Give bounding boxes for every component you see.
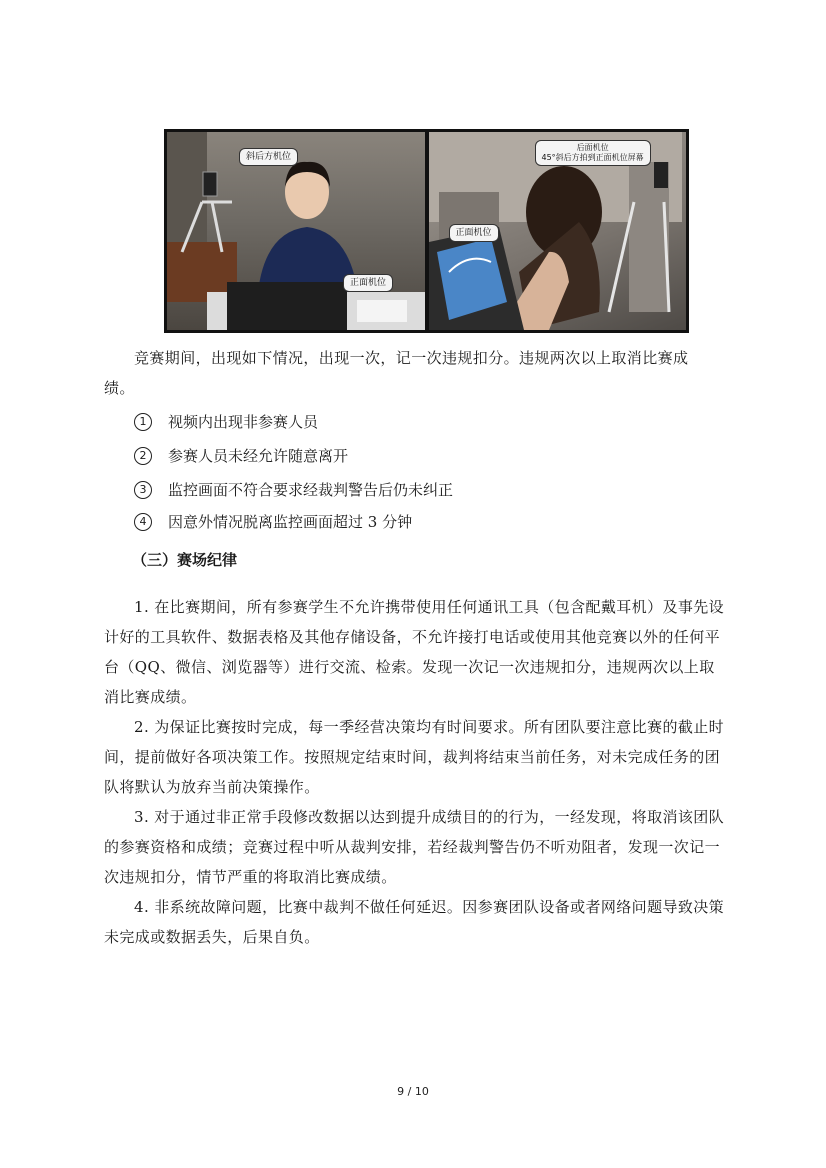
rear-view-photo: [429, 132, 687, 330]
callout-rear-camera-detail: 45°斜后方拍到正面机位屏幕: [541, 153, 644, 162]
violation-item-2: [134, 444, 348, 468]
section-heading: （三）赛场纪律: [132, 551, 238, 569]
intro-line-2: 绩。: [104, 379, 135, 397]
violation-item-1: [134, 410, 318, 434]
page-number: 9 / 10: [397, 1085, 429, 1098]
rule-2: 2. 为保证比赛按时完成，每一季经营决策均有时间要求。所有团队要注意比赛的截止时间，提前做好各项决策工作。按照规定结束时间，裁判将结束当前任务，对未完成任务的团队将默认为放弃当前决策操作。: [104, 718, 725, 796]
callout-rear-camera-title: 后面机位: [576, 143, 609, 152]
violation-number-4: 4: [134, 513, 152, 531]
violation-text-4: 因意外情况脱离监控画面超过 3 分钟: [168, 513, 413, 531]
rule-3: 3. 对于通过非正常手段修改数据以达到提升成绩目的的行为，一经发现，将取消该团队的参赛资格和成绩；竞赛过程中听从裁判安排，若经裁判警告仍不听劝阻者，发现一次记一次违规扣分，情节严重的将取消比赛成绩。: [104, 808, 725, 886]
rule-4: 4. 非系统故障问题，比赛中裁判不做任何延迟。因参赛团队设备或者网络问题导致决策未完成或数据丢失，后果自负。: [104, 898, 725, 946]
violation-number-2: 2: [134, 447, 152, 465]
violation-item-4: [134, 510, 412, 534]
callout-front-camera-right: 正面机位: [449, 224, 499, 242]
violation-text-3: 监控画面不符合要求经裁判警告后仍未纠正: [168, 481, 454, 499]
callout-rear-camera: [535, 140, 651, 166]
violation-number-1: 1: [134, 413, 152, 431]
callout-rear-diagonal-camera: 斜后方机位: [239, 148, 298, 166]
intro-paragraph: [104, 343, 726, 403]
violation-text-1: 视频内出现非参赛人员: [168, 413, 319, 431]
camera-position-photos: [164, 129, 689, 333]
rule-1: 1. 在比赛期间，所有参赛学生不允许携带使用任何通讯工具（包含配戴耳机）及事先设计好的工具软件、数据表格及其他存储设备，不允许接打电话或使用其他竞赛以外的任何平台（QQ、微信、浏览器等）进行交流、检索。发现一次记一次违规扣分，违规两次以上取消比赛成绩。: [104, 598, 725, 706]
callout-front-camera: 正面机位: [343, 274, 393, 292]
violation-item-3: [134, 478, 453, 502]
intro-line-1: 竞赛期间，出现如下情况，出现一次，记一次违规扣分。违规两次以上取消比赛成: [134, 349, 689, 367]
front-view-photo: [167, 132, 425, 330]
violation-text-2: 参赛人员未经允许随意离开: [168, 447, 349, 465]
rules-block: [104, 592, 726, 952]
violation-number-3: 3: [134, 481, 152, 499]
